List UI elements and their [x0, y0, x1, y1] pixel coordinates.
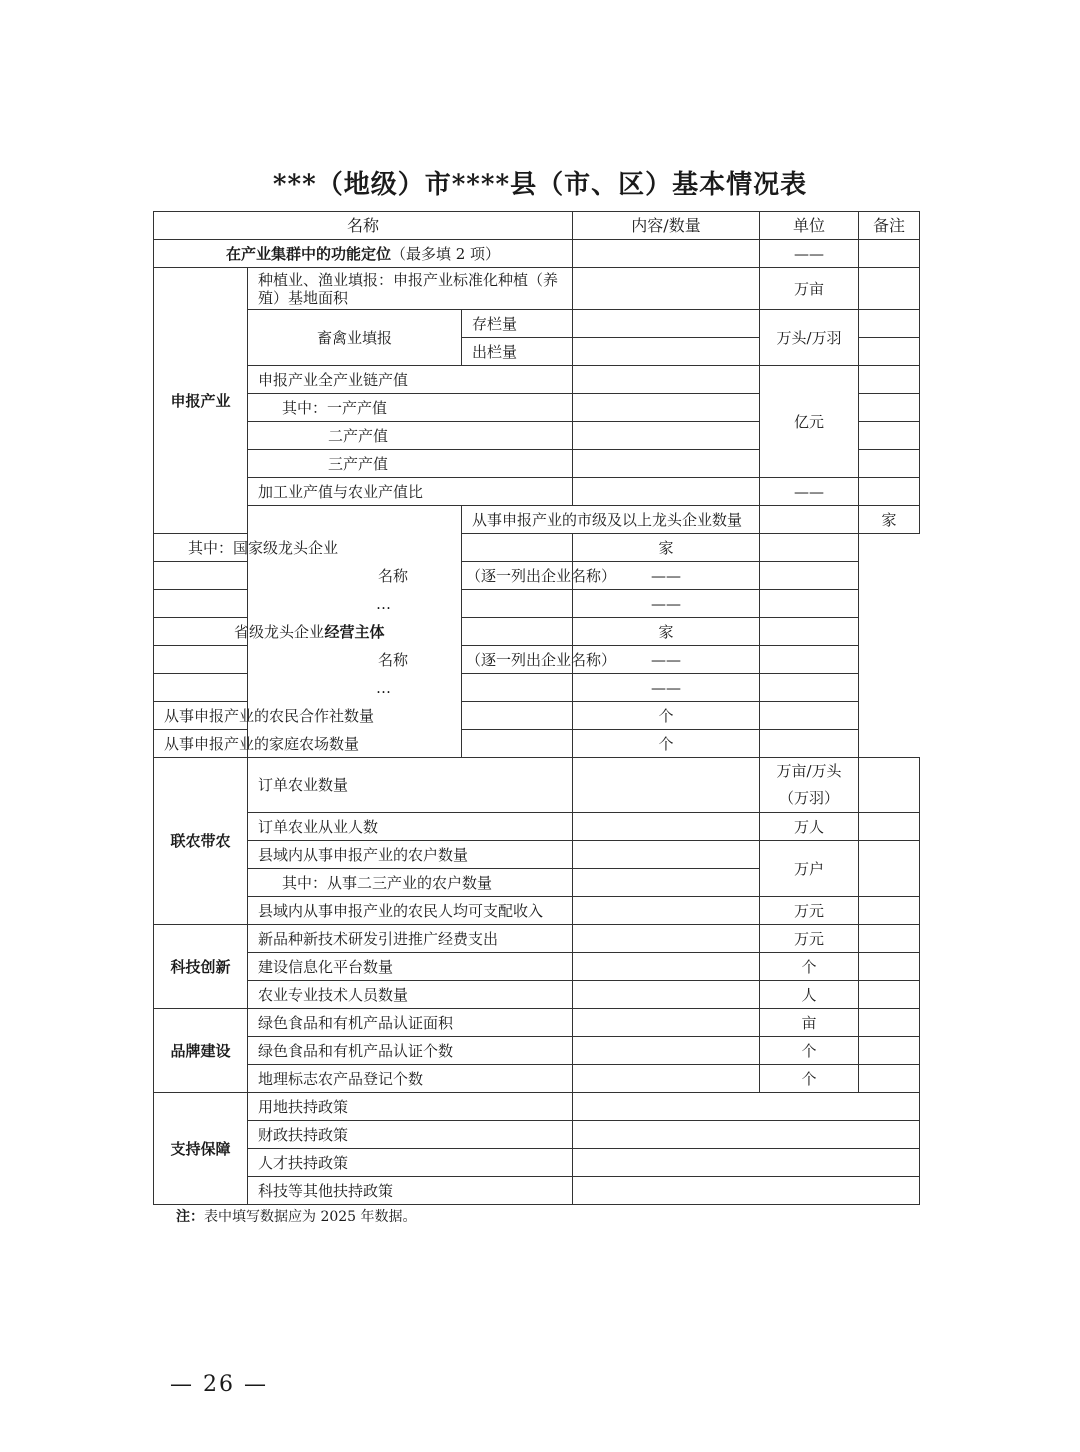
content-cell[interactable] [573, 1037, 760, 1065]
row-label: 绿色食品和有机产品认证个数 [248, 1037, 573, 1065]
header-note: 备注 [859, 212, 920, 240]
unit-line-1: 万亩/万头 [776, 762, 842, 780]
row-label: … [154, 590, 462, 618]
content-cell[interactable] [573, 953, 760, 981]
note-cell[interactable] [760, 702, 859, 730]
section-tech: 科技创新 [154, 925, 248, 1009]
note-cell[interactable] [859, 813, 920, 841]
unit-cell: 家 [573, 534, 760, 562]
content-cell[interactable] [573, 841, 760, 869]
note-cell[interactable] [859, 338, 920, 366]
table-row [154, 562, 920, 590]
table-row [154, 1121, 920, 1149]
note-cell[interactable] [859, 981, 920, 1009]
note-cell[interactable] [859, 478, 920, 506]
row-label: 订单农业从业人数 [248, 813, 573, 841]
row-label: 用地扶持政策 [248, 1093, 573, 1121]
row-label: 其中：国家级龙头企业 [154, 534, 462, 562]
unit-cell: 个 [573, 730, 760, 758]
note-cell[interactable] [760, 534, 859, 562]
content-cell[interactable] [573, 268, 760, 310]
page-title: ***（地级）市****县（市、区）基本情况表 [272, 170, 808, 200]
note-cell[interactable] [760, 646, 859, 674]
content-cell[interactable] [573, 813, 760, 841]
table-row [154, 1009, 920, 1037]
content-cell[interactable] [462, 702, 573, 730]
unit-cell [760, 758, 859, 813]
unit-line-2: （万羽） [778, 789, 839, 807]
footnote-label: 注： [176, 1209, 204, 1225]
row-label: 其中：一产产值 [248, 394, 573, 422]
unit-cell: 亩 [760, 1009, 859, 1037]
table-row [154, 646, 920, 674]
note-cell[interactable] [859, 841, 920, 897]
content-cell[interactable]: （逐一列出企业名称） [462, 562, 573, 590]
unit-cell: 万元 [760, 925, 859, 953]
content-cell[interactable] [573, 1149, 920, 1177]
page-number: — 26 — [170, 1372, 268, 1397]
table-row [154, 1093, 920, 1121]
table-row [154, 1149, 920, 1177]
unit-cell: 家 [573, 618, 760, 646]
table-row [154, 1177, 920, 1205]
note-cell[interactable] [859, 422, 920, 450]
row-label: 畜禽业填报 [248, 310, 462, 366]
section-operators: 经营主体 [248, 506, 462, 758]
note-cell[interactable] [859, 1037, 920, 1065]
row-label: 地理标志农产品登记个数 [248, 1065, 573, 1093]
table-row [154, 981, 920, 1009]
unit-cell: 万户 [760, 841, 859, 897]
note-cell[interactable] [859, 925, 920, 953]
content-cell[interactable] [573, 1093, 920, 1121]
content-cell[interactable] [573, 240, 760, 268]
note-cell[interactable] [859, 1009, 920, 1037]
table-row [154, 310, 920, 338]
row-sublabel: 出栏量 [462, 338, 573, 366]
footnote-text: 表中填写数据应为 2025 年数据。 [204, 1209, 417, 1225]
table-row [154, 758, 920, 813]
row-label: 名称 [154, 646, 462, 674]
unit-cell: 个 [760, 1065, 859, 1093]
unit-cell: —— [573, 590, 760, 618]
footnote [176, 1206, 417, 1226]
content-cell[interactable] [573, 1009, 760, 1037]
note-cell[interactable] [760, 618, 859, 646]
content-cell[interactable] [573, 338, 760, 366]
table-row [154, 1037, 920, 1065]
row-label: 名称 [154, 562, 462, 590]
unit-cell: 万亩 [760, 268, 859, 310]
content-cell[interactable] [573, 981, 760, 1009]
section-industry: 申报产业 [154, 268, 248, 534]
content-cell[interactable] [573, 1065, 760, 1093]
row-label: 县域内从事申报产业的农民人均可支配收入 [248, 897, 573, 925]
table-row [154, 590, 920, 618]
content-cell[interactable] [462, 590, 573, 618]
content-cell[interactable] [573, 450, 760, 478]
content-cell[interactable] [573, 869, 760, 897]
table-row [154, 366, 920, 394]
unit-cell: 万人 [760, 813, 859, 841]
row-label: 省级龙头企业 [154, 618, 462, 646]
table-row [154, 618, 920, 646]
content-cell[interactable] [573, 422, 760, 450]
content-cell[interactable] [573, 394, 760, 422]
unit-cell: —— [573, 674, 760, 702]
unit-cell: —— [760, 240, 859, 268]
row-label: 申报产业全产业链产值 [248, 366, 573, 394]
table-row [154, 897, 920, 925]
table-row [154, 268, 920, 310]
table-header-row [154, 212, 920, 240]
note-cell[interactable] [859, 394, 920, 422]
row-label: 从事申报产业的市级及以上龙头企业数量 [462, 506, 760, 534]
note-cell[interactable] [760, 730, 859, 758]
header-name: 名称 [154, 212, 573, 240]
note-cell[interactable] [859, 1065, 920, 1093]
table-row [154, 925, 920, 953]
table-row [154, 841, 920, 869]
row-label: 财政扶持政策 [248, 1121, 573, 1149]
unit-cell: —— [573, 646, 760, 674]
basic-info-table [153, 211, 920, 1205]
note-cell[interactable] [859, 953, 920, 981]
note-cell[interactable] [859, 310, 920, 338]
table-row [154, 478, 920, 506]
row-label: 绿色食品和有机产品认证面积 [248, 1009, 573, 1037]
row-label: … [154, 674, 462, 702]
unit-cell: 个 [573, 702, 760, 730]
row-label: 二产产值 [248, 422, 573, 450]
note-cell[interactable] [760, 590, 859, 618]
row-label: 从事申报产业的农民合作社数量 [154, 702, 462, 730]
row-label: 种植业、渔业填报：申报产业标准化种植（养殖）基地面积 [248, 268, 573, 310]
note-cell[interactable] [859, 758, 920, 813]
unit-cell: —— [760, 478, 859, 506]
row-label: 加工业产值与农业产值比 [248, 478, 573, 506]
content-cell[interactable] [462, 674, 573, 702]
table-row [154, 674, 920, 702]
row-label: 从事申报产业的家庭农场数量 [154, 730, 462, 758]
header-content: 内容/数量 [573, 212, 760, 240]
row-label: 三产产值 [248, 450, 573, 478]
unit-cell: 万元 [760, 897, 859, 925]
table-row [154, 240, 920, 268]
content-cell[interactable] [462, 618, 573, 646]
note-cell[interactable] [859, 268, 920, 310]
unit-cell: 个 [760, 1037, 859, 1065]
section-linkage: 联农带农 [154, 758, 248, 925]
row-label: 县域内从事申报产业的农户数量 [248, 841, 573, 869]
section-brand: 品牌建设 [154, 1009, 248, 1093]
table-row [154, 953, 920, 981]
unit-cell: 万头/万羽 [760, 310, 859, 366]
content-cell[interactable] [573, 478, 760, 506]
row-label: 其中：从事二三产业的农户数量 [248, 869, 573, 897]
unit-cell: 个 [760, 953, 859, 981]
row-label: 科技等其他扶持政策 [248, 1177, 573, 1205]
content-cell[interactable]: （逐一列出企业名称） [462, 646, 573, 674]
content-cell[interactable] [573, 758, 760, 813]
content-cell[interactable] [573, 925, 760, 953]
table-row [154, 702, 920, 730]
positioning-hint: （最多填 2 项） [390, 244, 501, 263]
unit-cell: 家 [859, 506, 920, 534]
table-row [154, 534, 920, 562]
content-cell[interactable] [573, 310, 760, 338]
note-cell[interactable] [859, 897, 920, 925]
positioning-label: 在产业集群中的功能定位 [225, 244, 391, 263]
note-cell[interactable] [859, 450, 920, 478]
content-cell[interactable] [573, 366, 760, 394]
positioning-label-cell [154, 240, 573, 268]
note-cell[interactable] [760, 674, 859, 702]
row-label: 人才扶持政策 [248, 1149, 573, 1177]
unit-cell: 亿元 [760, 366, 859, 478]
row-label: 订单农业数量 [248, 758, 573, 813]
content-cell[interactable] [573, 1121, 920, 1149]
note-cell[interactable] [760, 562, 859, 590]
row-sublabel: 存栏量 [462, 310, 573, 338]
table-row [154, 730, 920, 758]
section-support: 支持保障 [154, 1093, 248, 1205]
row-label: 农业专业技术人员数量 [248, 981, 573, 1009]
table-row [154, 813, 920, 841]
note-cell[interactable] [859, 240, 920, 268]
table-row [154, 506, 920, 534]
row-label: 新品种新技术研发引进推广经费支出 [248, 925, 573, 953]
row-label: 建设信息化平台数量 [248, 953, 573, 981]
content-cell[interactable] [573, 897, 760, 925]
unit-cell: 人 [760, 981, 859, 1009]
note-cell[interactable] [859, 366, 920, 394]
content-cell[interactable] [462, 730, 573, 758]
table-row [154, 1065, 920, 1093]
content-cell[interactable] [462, 534, 573, 562]
header-unit: 单位 [760, 212, 859, 240]
unit-cell: —— [573, 562, 760, 590]
content-cell[interactable] [760, 506, 859, 534]
content-cell[interactable] [573, 1177, 920, 1205]
